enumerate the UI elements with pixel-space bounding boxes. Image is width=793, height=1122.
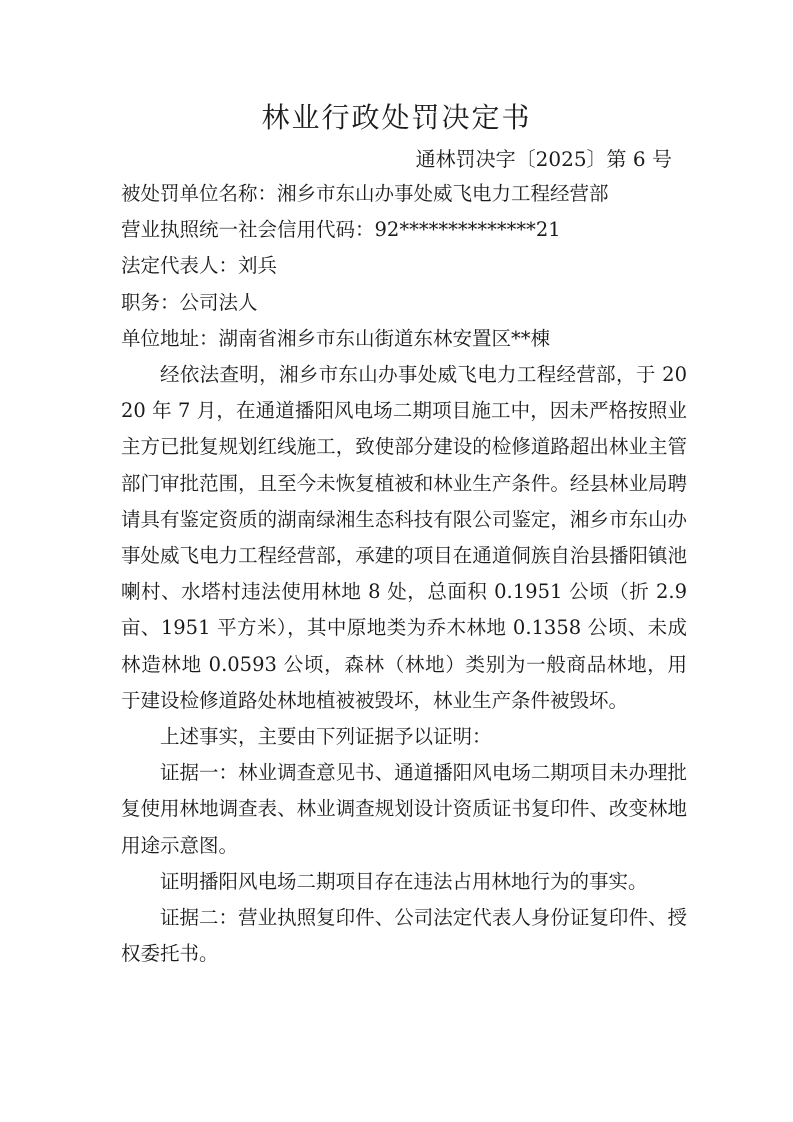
document-body (121, 176, 687, 972)
credit-code: 营业执照统一社会信用代码：92**************21 (121, 218, 561, 242)
evidence-two-paragraph: 证据二：营业执照复印件、公司法定代表人身份证复印件、授权委托书。 (121, 906, 687, 966)
unit-address: 单位地址：湖南省湘乡市东山街道东林安置区**棟 (121, 326, 551, 350)
findings-paragraph: 经依法查明，湘乡市东山办事处威飞电力工程经营部，于 2020 年 7 月，在通道播阳风电场二期项目施工中，因未严格按照业主方已批复规划红线施工，致使部分建设的检修道路超出林业主管部门审批范围，且至今未恢复植被和林业生产条件。经县林业局聘请具有鉴定资质的湖南绿湘生态科技有限公司鉴定，湘乡市东山办事处威飞电力工程经营部，承建的项目在通道侗族自治县播阳镇池喇村、水塔村违法使用林地 8 处，总面积 0.1951 公顷（折 2.9 亩、1951 平方米），其中原地类为乔木林地 0.1358 公顷、未成林造林地 0.0593 公顷，森林（林地）类别为一般商品林地，用于建设检修道路处林地植被被毁坏，林业生产条件被毁坏。 (121, 363, 687, 712)
document-title: 林业行政处罚决定书 (261, 101, 532, 134)
penalized-unit-name: 被处罚单位名称：湘乡市东山办事处威飞电力工程经营部 (121, 182, 609, 205)
evidence-intro-paragraph: 上述事实，主要由下列证据予以证明： (160, 725, 492, 749)
position: 职务：公司法人 (121, 290, 258, 314)
evidence-one-proof-paragraph: 证明播阳风电场二期项目存在违法占用林地行为的事实。 (160, 869, 648, 893)
evidence-one-paragraph: 证据一：林业调查意见书、通道播阳风电场二期项目未办理批复使用林地调查表、林业调查规划设计资质证书复印件、改变林地用途示意图。 (121, 761, 687, 857)
document-number: 通林罚决字〔2025〕第 6 号 (415, 147, 672, 171)
legal-representative: 法定代表人：刘兵 (121, 254, 278, 278)
